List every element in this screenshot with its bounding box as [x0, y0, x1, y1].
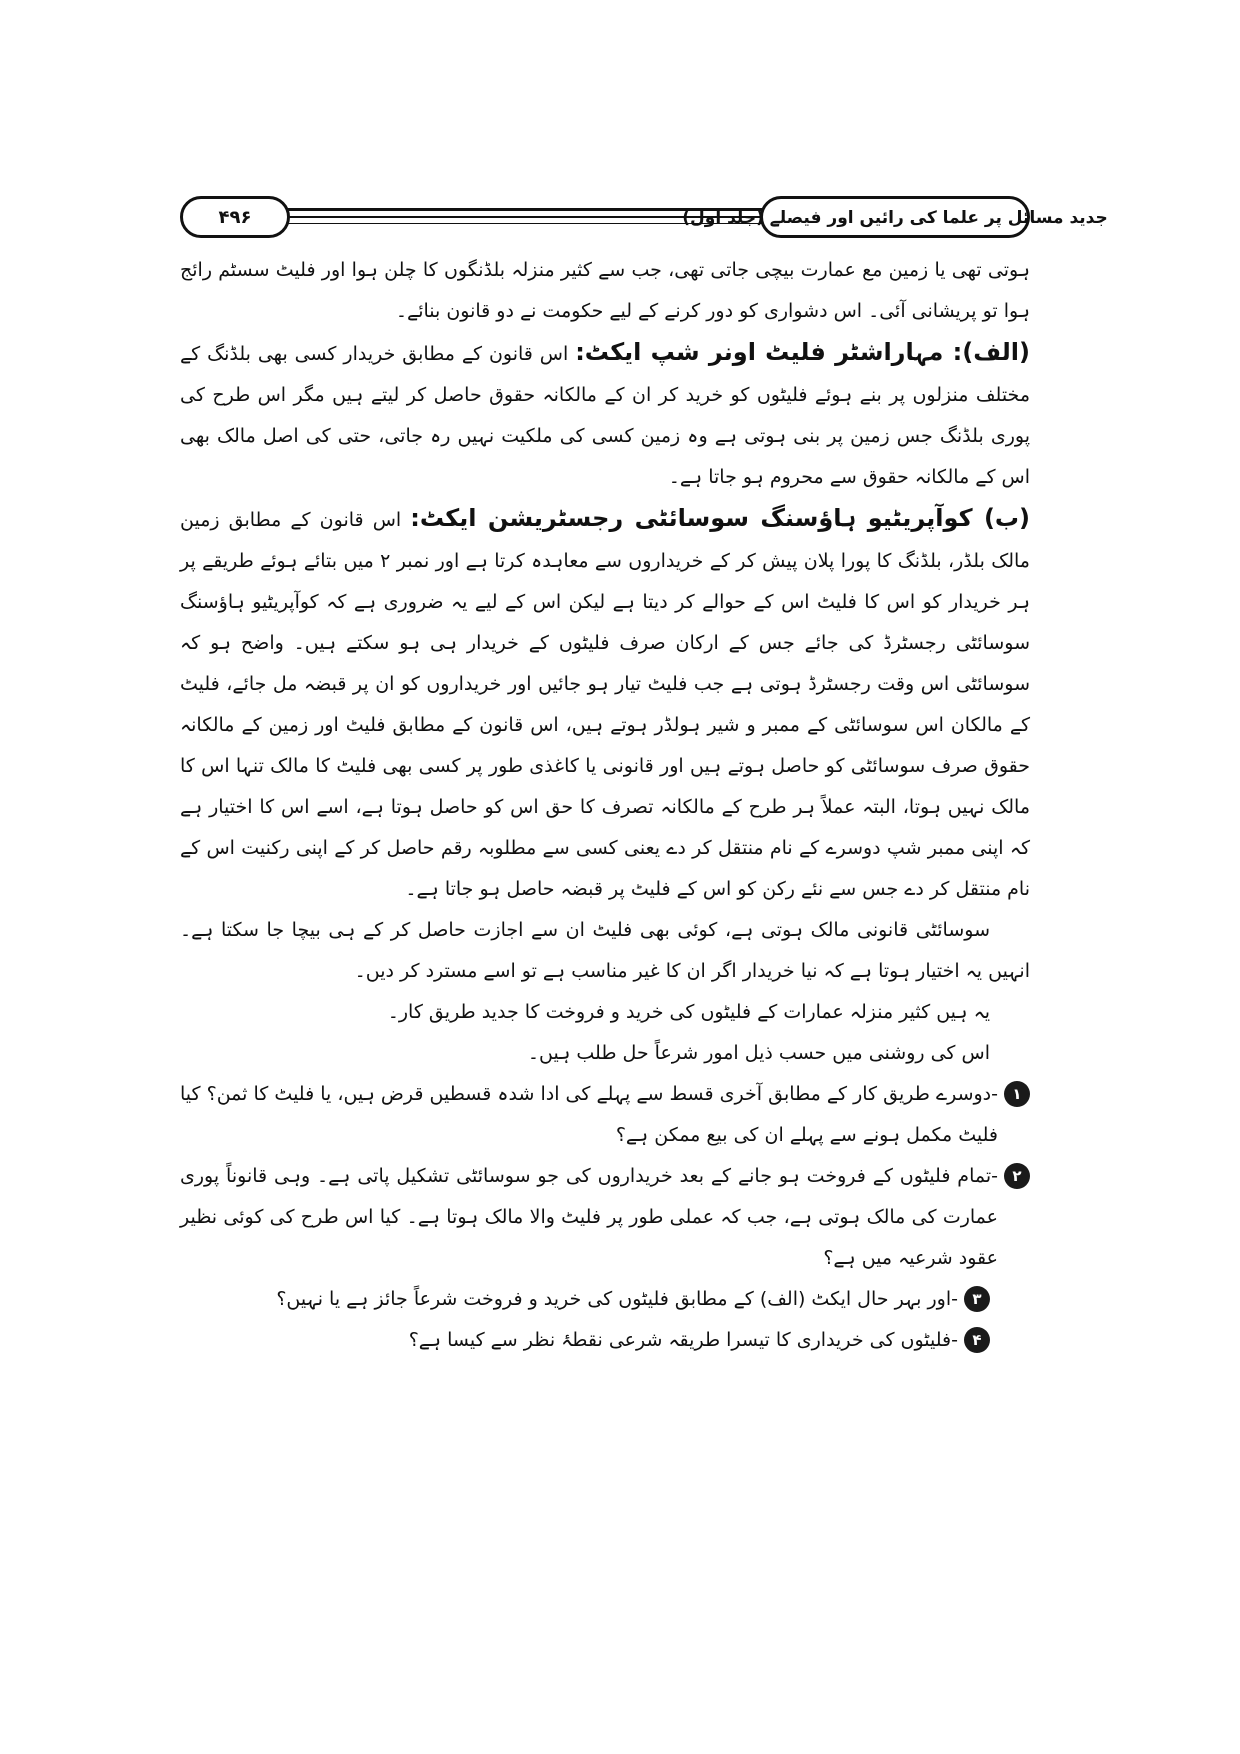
paragraph-act-bay: [180, 498, 1030, 910]
question-text: -اور بہر حال ایکٹ (الف) کے مطابق فلیٹوں کی خرید و فروخت شرعاً جائز ہے یا نہیں؟: [276, 1288, 958, 1310]
paragraph-text: اس کی روشنی میں حسب ذیل امور شرعاً حل طلب ہیں۔: [527, 1042, 990, 1064]
question-text: -دوسرے طریق کار کے مطابق آخری قسط سے پہلے کی ادا شدہ قسطیں قرض ہیں، یا فلیٹ کا ثمن؟ کیا فلیٹ مکمل ہونے سے پہلے ان کی بیع ممکن ہے؟: [180, 1083, 998, 1146]
page-body: [180, 250, 1030, 1361]
paragraph-text: اس قانون کے مطابق خریدار کسی بھی بلڈنگ کے مختلف منزلوں پر بنے ہوئے فلیٹوں کو خرید کر ان کے مالکانہ حقوق حاصل کر لیتے ہیں مگر اس طرح کی پوری بلڈنگ جس زمین پر بنی ہوتی ہے وہ زمین کسی کی ملکیت نہیں رہ جاتی، حتی کی اصل مالک بھی اس کے مالکانہ حقوق سے محروم ہو جاتا ہے۔: [180, 343, 1030, 488]
paragraph-summary: [180, 992, 1030, 1033]
section-heading-alif: (الف): مہاراشٹر فلیٹ اونر شپ ایکٹ:: [575, 338, 1031, 366]
paragraph-society: [180, 910, 1030, 992]
question-item-2: [180, 1156, 1030, 1279]
paragraph-continuation: [180, 250, 1030, 332]
book-title-box: [682, 196, 1108, 238]
page-number-box: [180, 196, 290, 238]
page-header: [180, 196, 1108, 240]
book-title: جدید مسائل پر علما کی رائیں اور فیصلے (جلد اول): [682, 207, 1108, 228]
question-item-3: [180, 1279, 1030, 1320]
question-number-badge: ۳: [964, 1286, 990, 1312]
question-number-badge: ۲: [1004, 1163, 1030, 1189]
paragraph-text: اس قانون کے مطابق زمین مالک بلڈر، بلڈنگ کا پورا پلان پیش کر کے خریداروں سے معاہدہ کرتا ہے اور نمبر ۲ میں بتائے ہوئے طریقے پر ہر خریدار کو اس کا فلیٹ اس کے حوالے کر دیتا ہے لیکن اس کے لیے یہ ضروری ہے کہ کوآپریٹیو ہاؤسنگ سوسائٹی رجسٹرڈ کی جائے جس کے ارکان صرف فلیٹوں کے خریدار ہی ہو سکتے ہیں۔ واضح ہو کہ سوسائٹی اس وقت رجسٹرڈ ہوتی ہے جب فلیٹ تیار ہو جائیں اور خریداروں کو ان پر قبضہ مل جائے، فلیٹ کے مالکان اس سوسائٹی کے ممبر و شیر ہولڈر ہوتے ہیں، اس قانون کے مطابق فلیٹ اور زمین کے مالکانہ حقوق صرف سوسائٹی کو حاصل ہوتے ہیں اور قانونی یا کاغذی طور پر کسی بھی فلیٹ کا مالک تنہا اس کا مالک نہیں ہوتا، البتہ عملاً ہر طرح کے مالکانہ تصرف کا حق اس کو حاصل ہوتا ہے، اسے اس کا اختیار ہے کہ اپنی ممبر شپ دوسرے کے نام منتقل کر دے یعنی کسی سے مطلوبہ رقم حاصل کر کے اپنی رکنیت اس کے نام منتقل کر دے جس سے نئے رکن کو اس کے فلیٹ پر قبضہ حاصل ہو جاتا ہے۔: [180, 509, 1030, 900]
question-text: -تمام فلیٹوں کے فروخت ہو جانے کے بعد خریداروں کی جو سوسائٹی تشکیل پاتی ہے۔ وہی قانوناً پوری عمارت کی مالک ہوتی ہے، جب کہ عملی طور پر فلیٹ والا مالک ہوتا ہے۔ کیا اس طرح کی کوئی نظیر عقود شرعیہ میں ہے؟: [180, 1165, 998, 1269]
question-item-1: [180, 1074, 1030, 1156]
paragraph-text: سوسائٹی قانونی مالک ہوتی ہے، کوئی بھی فلیٹ ان سے اجازت حاصل کر کے ہی بیچا جا سکتا ہے۔ انہیں یہ اختیار ہوتا ہے کہ نیا خریدار اگر ان کا غیر مناسب ہے تو اسے مسترد کر دیں۔: [180, 919, 1030, 982]
question-text: -فلیٹوں کی خریداری کا تیسرا طریقہ شرعی نقطۂ نظر سے کیسا ہے؟: [408, 1329, 958, 1351]
question-number-badge: ۴: [964, 1327, 990, 1353]
paragraph-text: یہ ہیں کثیر منزلہ عمارات کے فلیٹوں کی خرید و فروخت کا جدید طریق کار۔: [387, 1001, 990, 1023]
paragraph-text: ہوتی تھی یا زمین مع عمارت بیچی جاتی تھی، جب سے کثیر منزلہ بلڈنگوں کا چلن ہوا اور فلیٹ سسٹم رائج ہوا تو پریشانی آئی۔ اس دشواری کو دور کرنے کے لیے حکومت نے دو قانون بنائے۔: [180, 259, 1030, 322]
question-item-4: [180, 1320, 1030, 1361]
section-heading-bay: (ب) کوآپریٹیو ہاؤسنگ سوسائٹی رجسٹریشن ایکٹ:: [410, 504, 1030, 532]
question-number-badge: ۱: [1004, 1081, 1030, 1107]
page-number: ۴۹۶: [218, 206, 252, 228]
paragraph-act-alif: [180, 332, 1030, 498]
paragraph-questions-intro: [180, 1033, 1030, 1074]
